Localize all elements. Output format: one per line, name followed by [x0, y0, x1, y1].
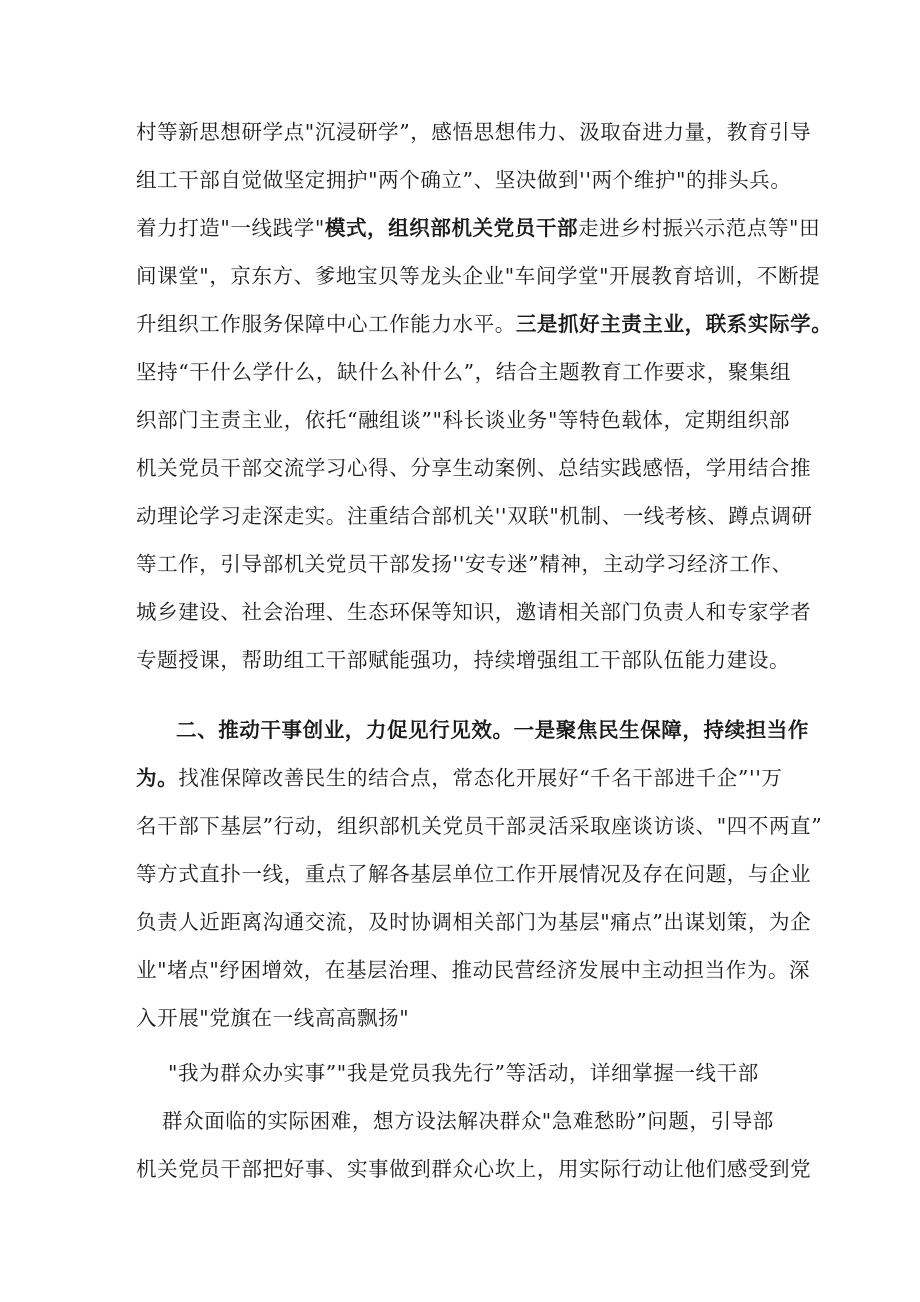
- text-line: 织部门主责主业，依托“融组谈”"科长谈业务"等特色载体，定期组织部: [136, 408, 791, 432]
- text-line: 机关党员干部把好事、实事做到群众心坎上，用实际行动让他们感受到党: [136, 1157, 812, 1181]
- text-run: 走进乡村振兴示范点等"田: [578, 216, 821, 240]
- text-line: 机关党员干部交流学习心得、分享生动案例、总结实践感悟，学用结合推: [136, 456, 812, 480]
- text-line: 坚持“干什么学什么，缺什么补什么”，结合主题教育工作要求，聚集组: [136, 360, 792, 384]
- text-run: 找准保障改善民生的结合点，常态化开展好“千名干部进千企”''万: [178, 766, 783, 790]
- text-run-bold: 三是抓好主责主业，联系实际学。: [515, 312, 833, 336]
- text-line: 村等新思想研学点"沉浸研学”，感悟思想伟力、汲取奋进力量，教育引导: [136, 120, 812, 144]
- text-line: 等工作，引导部机关党员干部发扬''安专迷”精神，主动学习经济工作、: [136, 552, 793, 576]
- text-line: 群众面临的实际困难，想方设法解决群众"急难愁盼”问题，引导部: [162, 1109, 774, 1133]
- text-run: 着力打造"一线践学": [136, 216, 325, 240]
- text-line: "我为群众办实事”"我是党员我先行”等活动，详细掌握一线干部: [168, 1061, 759, 1085]
- text-line: 间课堂"，京东方、爹地宝贝等龙头企业"车间学堂"开展教育培训，不断提: [136, 264, 821, 288]
- text-line: 专题授课，帮助组工干部赋能强功，持续增强组工干部队伍能力建设。: [136, 648, 791, 672]
- text-line: 等方式直扑一线，重点了解各基层单位工作开展情况及存在问题，与企业: [136, 862, 812, 886]
- text-line: 动理论学习走深走实。注重结合部机关''双联"机制、一线考核、蹲点调研: [136, 504, 813, 528]
- text-line: 入开展"党旗在一线高高飘扬": [136, 1006, 410, 1030]
- text-line: [136, 763, 796, 793]
- section-heading-line: 二、推动干事创业，力促见行见效。一是聚焦民生保障，持续担当作: [176, 718, 809, 742]
- text-line: [136, 213, 821, 243]
- text-run: 升组织工作服务保障中心工作能力水平。: [136, 312, 516, 336]
- text-line: 业"堵点"纾困增效，在基层治理、推动民营经济发展中主动担当作为。深: [136, 958, 811, 982]
- text-run-bold: 模式，组织部机关党员干部: [324, 216, 579, 240]
- text-run-bold: 为。: [136, 766, 179, 790]
- text-line: 名干部下基层”行动，组织部机关党员干部灵活采取座谈访谈、"四不两直”: [136, 814, 823, 838]
- text-line: 城乡建设、社会治理、生态环保等知识，邀请相关部门负责人和专家学者: [136, 600, 812, 624]
- text-line: 组工干部自觉做坚定拥护"两个确立”、坚决做到''两个维护"的排头兵。: [136, 168, 792, 192]
- text-line: [136, 309, 833, 339]
- text-line: 负责人近距离沟通交流，及时协调相关部门为基层"痛点”出谋划策，为企: [136, 910, 812, 934]
